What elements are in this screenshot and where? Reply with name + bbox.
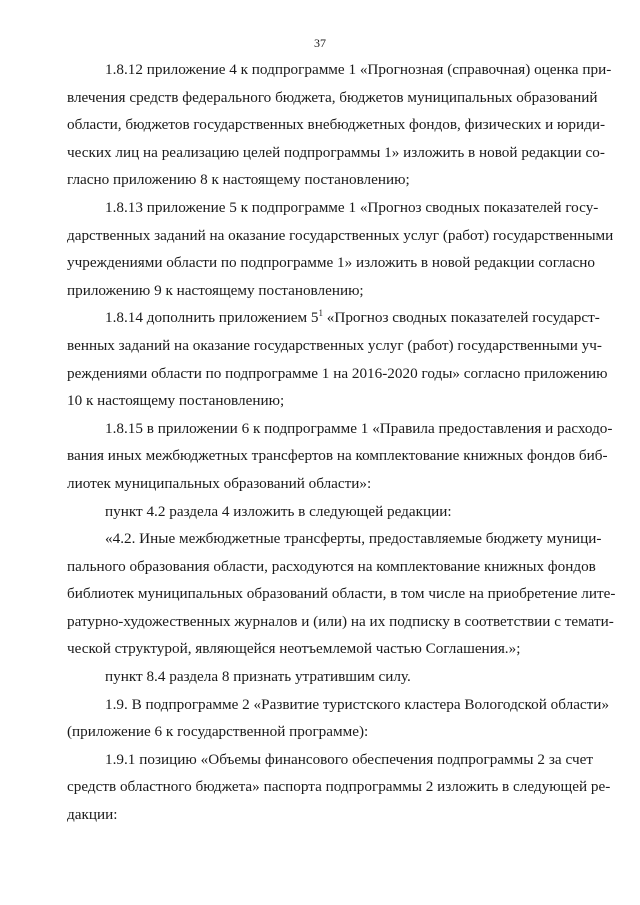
text-line-content: вания иных межбюджетных трансфертов на комплектование книжных фондов биб-	[67, 447, 608, 465]
text-line	[67, 60, 612, 79]
text-line	[67, 308, 600, 327]
page-number: 37	[314, 36, 326, 50]
text-line-content: (приложение 6 к государственной программе):	[67, 723, 369, 741]
text-line	[67, 253, 593, 272]
text-line-content: пункт 8.4 раздела 8 признать утратившим силу.	[105, 668, 411, 686]
text-line-content: венных заданий на оказание государственных услуг (работ) государственными уч-	[67, 336, 602, 354]
text-line	[67, 419, 613, 438]
text-line-content: «4.2. Иные межбюджетные трансферты, предоставляемые бюджету муници-	[105, 530, 602, 548]
text-line	[67, 474, 593, 493]
text-line-content: 1.8.15 в приложении 6 к подпрограмме 1 «Правила предоставления и расходо-	[105, 419, 613, 437]
text-line	[67, 364, 608, 383]
text-line	[67, 667, 593, 686]
text-line-content: дарственных заданий на оказание государственных услуг (работ) государственными	[67, 226, 614, 244]
text-line	[67, 529, 602, 548]
text-line-content: 1.9. В подпрограмме 2 «Развитие туристского кластера Вологодской области»	[105, 695, 610, 713]
text-line	[67, 226, 614, 245]
text-line	[67, 88, 598, 107]
text-line	[67, 750, 593, 769]
text-line	[67, 612, 614, 631]
text-line	[67, 502, 593, 521]
superscript: 1	[318, 308, 323, 319]
text-line	[67, 805, 593, 824]
text-line-content: 1.8.14 дополнить приложением 5	[105, 309, 319, 327]
text-line	[67, 584, 616, 603]
text-line-content: 1.9.1 позицию «Объемы финансового обеспечения подпрограммы 2 за счет	[105, 750, 593, 768]
text-line	[67, 170, 593, 189]
text-line	[67, 143, 605, 162]
text-line	[67, 281, 593, 300]
text-line-content: пункт 4.2 раздела 4 изложить в следующей редакции:	[105, 502, 452, 520]
text-line-content: 1.8.13 приложение 5 к подпрограмме 1 «Прогноз сводных показателей госу-	[105, 198, 599, 216]
text-line-continuation: «Прогноз сводных показателей государст-	[322, 309, 600, 327]
text-line	[67, 446, 608, 465]
text-line	[67, 115, 606, 134]
text-line	[67, 198, 599, 217]
text-line-content: влечения средств федерального бюджета, бюджетов муниципальных образований	[67, 88, 598, 106]
text-line	[67, 557, 596, 576]
text-line-content: ческой структурой, являющейся неотъемлемой частью Соглашения.»;	[67, 640, 521, 658]
text-line	[67, 722, 593, 741]
text-line	[67, 777, 611, 796]
text-line-content: библиотек муниципальных образований области, в том числе на приобретение лите-	[67, 585, 616, 603]
text-line	[67, 695, 610, 714]
text-line	[67, 391, 593, 410]
text-line-content: 10 к настоящему постановлению;	[67, 392, 285, 410]
text-line	[67, 639, 593, 658]
text-line-content: средств областного бюджета» паспорта подпрограммы 2 изложить в следующей ре-	[67, 778, 611, 796]
document-body	[67, 60, 616, 824]
text-line-content: гласно приложению 8 к настоящему постановлению;	[67, 171, 410, 189]
text-line-content: ческих лиц на реализацию целей подпрограммы 1» изложить в новой редакции со-	[67, 143, 605, 161]
text-line	[67, 336, 602, 355]
text-line-content: лиотек муниципальных образований области»:	[67, 474, 372, 492]
text-line-content: пального образования области, расходуются на комплектование книжных фондов	[67, 557, 596, 575]
text-line-content: дакции:	[67, 806, 118, 824]
text-line-content: учреждениями области по подпрограмме 1» изложить в новой редакции согласно	[67, 254, 595, 272]
text-line-content: реждениями области по подпрограмме 1 на 2016-2020 годы» согласно приложению	[67, 364, 608, 382]
text-line-content: 1.8.12 приложение 4 к подпрограмме 1 «Прогнозная (справочная) оценка при-	[105, 61, 612, 78]
text-line-content: области, бюджетов государственных внебюджетных фондов, физических и юриди-	[67, 116, 606, 134]
text-line-content: приложению 9 к настоящему постановлению;	[67, 281, 364, 299]
text-line-content: ратурно-художественных журналов и (или) на их подписку в соответствии с темати-	[67, 612, 614, 630]
